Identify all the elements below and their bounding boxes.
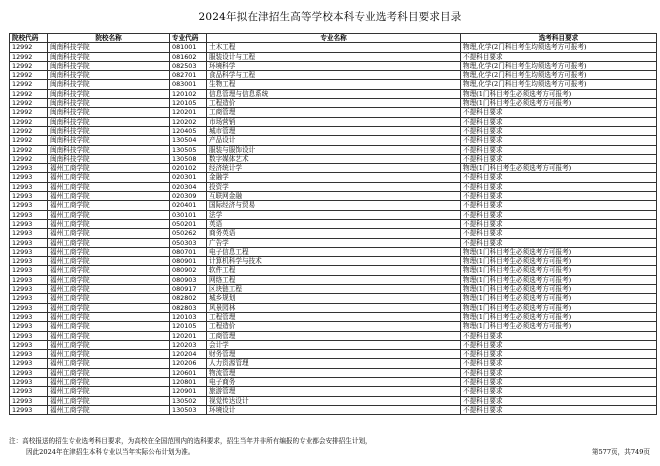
subject-requirement-cell: 不提科目要求 [461,340,657,349]
major-code-cell: 130504 [170,136,207,145]
table-row [10,331,657,340]
major-code-cell: 082503 [170,61,207,70]
table-row [10,312,657,321]
school-code-cell: 12993 [10,405,48,414]
major-name-cell: 土木工程 [207,43,461,52]
major-code-cell: 120204 [170,350,207,359]
major-name-cell: 会计学 [207,340,461,349]
table-row [10,396,657,405]
school-name-cell: 福州工商学院 [48,405,170,414]
subject-requirement-cell: 不提科目要求 [461,350,657,359]
major-code-cell: 120801 [170,377,207,386]
major-name-cell: 视觉传达设计 [207,396,461,405]
subject-requirement-cell: 不提科目要求 [461,405,657,414]
footnote-line-1: 注：高校报送的招生专业选考科目要求，为高校在全国范围内的选科要求，招生当年并非所有编报的专业都会安排招生计划， [9,437,372,445]
major-name-cell: 法学 [207,210,461,219]
school-code-cell: 12993 [10,396,48,405]
major-name-cell: 区块链工程 [207,285,461,294]
subject-requirement-cell: 不提科目要求 [461,377,657,386]
school-code-cell: 12993 [10,182,48,191]
subject-requirement-cell: 不提科目要求 [461,117,657,126]
school-code-cell: 12993 [10,192,48,201]
major-code-cell: 050303 [170,238,207,247]
major-name-cell: 软件工程 [207,266,461,275]
major-code-cell: 120601 [170,368,207,377]
school-name-cell: 闽南科技学院 [48,108,170,117]
major-code-cell: 130508 [170,154,207,163]
school-name-cell: 闽南科技学院 [48,136,170,145]
school-code-cell: 12992 [10,61,48,70]
school-name-cell: 闽南科技学院 [48,89,170,98]
school-code-cell: 12992 [10,71,48,80]
school-code-cell: 12993 [10,350,48,359]
subject-requirement-cell: 物理(1门科目考生必须选考方可报考) [461,247,657,256]
school-code-cell: 12992 [10,136,48,145]
school-name-cell: 福州工商学院 [48,257,170,266]
major-code-cell: 080901 [170,257,207,266]
major-name-cell: 产品设计 [207,136,461,145]
table-row [10,52,657,61]
major-code-cell: 020102 [170,164,207,173]
school-name-cell: 福州工商学院 [48,312,170,321]
major-name-cell: 工程造价 [207,322,461,331]
school-code-cell: 12993 [10,377,48,386]
major-name-cell: 工商管理 [207,108,461,117]
school-name-cell: 闽南科技学院 [48,52,170,61]
table-row [10,201,657,210]
header-major-name: 专业名称 [207,34,461,43]
major-name-cell: 电子商务 [207,377,461,386]
major-name-cell: 工程造价 [207,99,461,108]
school-code-cell: 12992 [10,43,48,52]
school-code-cell: 12993 [10,219,48,228]
subject-requirement-cell: 物理(1门科目考生必须选考方可报考) [461,312,657,321]
major-name-cell: 风景园林 [207,303,461,312]
school-name-cell: 福州工商学院 [48,238,170,247]
major-code-cell: 120105 [170,99,207,108]
school-code-cell: 12993 [10,164,48,173]
school-name-cell: 福州工商学院 [48,359,170,368]
table-row [10,377,657,386]
table-row [10,210,657,219]
school-name-cell: 福州工商学院 [48,164,170,173]
table-row [10,43,657,52]
major-code-cell: 081001 [170,43,207,52]
subject-requirement-cell: 物理(1门科目考生必须选考方可报考) [461,266,657,275]
page-indicator: 第577页，共749页 [591,448,650,456]
header-school-code: 院校代码 [10,34,48,43]
school-code-cell: 12993 [10,322,48,331]
school-name-cell: 福州工商学院 [48,350,170,359]
school-name-cell: 福州工商学院 [48,303,170,312]
school-code-cell: 12993 [10,340,48,349]
subject-requirement-cell: 不提科目要求 [461,192,657,201]
school-code-cell: 12993 [10,238,48,247]
school-name-cell: 福州工商学院 [48,247,170,256]
table-row [10,192,657,201]
header-school-name: 院校名称 [48,34,170,43]
major-code-cell: 020309 [170,192,207,201]
school-code-cell: 12993 [10,201,48,210]
school-code-cell: 12992 [10,108,48,117]
major-code-cell: 020401 [170,201,207,210]
subject-requirement-cell: 不提科目要求 [461,359,657,368]
subject-requirement-cell: 物理(1门科目考生必须选考方可报考) [461,285,657,294]
table-row [10,405,657,414]
school-name-cell: 福州工商学院 [48,294,170,303]
subject-requirement-cell: 不提科目要求 [461,52,657,61]
major-code-cell: 120206 [170,359,207,368]
major-code-cell: 030101 [170,210,207,219]
major-name-cell: 食品科学与工程 [207,71,461,80]
school-name-cell: 福州工商学院 [48,219,170,228]
major-code-cell: 120102 [170,89,207,98]
school-name-cell: 福州工商学院 [48,201,170,210]
school-code-cell: 12993 [10,294,48,303]
subject-requirement-cell: 不提科目要求 [461,387,657,396]
major-name-cell: 国际经济与贸易 [207,201,461,210]
major-code-cell: 083001 [170,80,207,89]
subject-requirement-cell: 物理(1门科目考生必须选考方可报考) [461,164,657,173]
major-code-cell: 120103 [170,312,207,321]
school-code-cell: 12993 [10,359,48,368]
subject-requirement-cell: 不提科目要求 [461,136,657,145]
school-code-cell: 12993 [10,229,48,238]
major-name-cell: 商务英语 [207,229,461,238]
major-name-cell: 旅游管理 [207,387,461,396]
school-code-cell: 12993 [10,173,48,182]
major-code-cell: 020304 [170,182,207,191]
major-code-cell: 120405 [170,126,207,135]
subject-requirement-cell: 物理(1门科目考生必须选考方可报考) [461,257,657,266]
table-row [10,322,657,331]
table-row [10,136,657,145]
subject-requirement-cell: 不提科目要求 [461,126,657,135]
major-name-cell: 城乡规划 [207,294,461,303]
table-row [10,154,657,163]
table-header [10,34,657,43]
subject-requirement-cell: 不提科目要求 [461,182,657,191]
school-name-cell: 福州工商学院 [48,173,170,182]
subject-requirement-cell: 不提科目要求 [461,368,657,377]
major-name-cell: 金融学 [207,173,461,182]
subject-requirement-cell: 不提科目要求 [461,145,657,154]
table-row [10,368,657,377]
school-code-cell: 12993 [10,312,48,321]
major-code-cell: 120203 [170,340,207,349]
major-code-cell: 130502 [170,396,207,405]
school-code-cell: 12993 [10,210,48,219]
major-code-cell: 050201 [170,219,207,228]
major-name-cell: 市场营销 [207,117,461,126]
table-row [10,285,657,294]
table-row [10,247,657,256]
major-name-cell: 生物工程 [207,80,461,89]
subject-requirement-cell: 物理(1门科目考生必须选考方可报考) [461,275,657,284]
major-name-cell: 数字媒体艺术 [207,154,461,163]
school-name-cell: 福州工商学院 [48,331,170,340]
school-code-cell: 12993 [10,368,48,377]
major-code-cell: 120105 [170,322,207,331]
table-row [10,145,657,154]
table-row [10,182,657,191]
school-name-cell: 福州工商学院 [48,340,170,349]
table-row [10,340,657,349]
subject-requirement-cell: 不提科目要求 [461,238,657,247]
school-name-cell: 福州工商学院 [48,387,170,396]
major-name-cell: 英语 [207,219,461,228]
table-row [10,71,657,80]
major-name-cell: 电子信息工程 [207,247,461,256]
document-title: 2024年拟在津招生高等学校本科专业选考科目要求目录 [198,11,462,23]
school-name-cell: 闽南科技学院 [48,43,170,52]
subject-requirement-cell: 物理,化学(2门科目考生均须选考方可报考) [461,61,657,70]
school-code-cell: 12993 [10,266,48,275]
school-name-cell: 闽南科技学院 [48,71,170,80]
subject-requirements-table [9,33,657,415]
subject-requirement-cell: 不提科目要求 [461,154,657,163]
school-name-cell: 福州工商学院 [48,285,170,294]
table-row [10,99,657,108]
major-name-cell: 网络工程 [207,275,461,284]
major-code-cell: 050262 [170,229,207,238]
school-code-cell: 12993 [10,285,48,294]
school-code-cell: 12993 [10,275,48,284]
school-name-cell: 闽南科技学院 [48,99,170,108]
major-name-cell: 经济统计学 [207,164,461,173]
school-name-cell: 福州工商学院 [48,266,170,275]
major-name-cell: 城市管理 [207,126,461,135]
school-code-cell: 12992 [10,99,48,108]
school-name-cell: 闽南科技学院 [48,145,170,154]
subject-requirement-cell: 物理(1门科目考生必须选考方可报考) [461,89,657,98]
table-row [10,387,657,396]
school-code-cell: 12992 [10,52,48,61]
table-row [10,294,657,303]
major-code-cell: 082802 [170,294,207,303]
table-row [10,303,657,312]
table-row [10,229,657,238]
major-code-cell: 120901 [170,387,207,396]
table-row [10,266,657,275]
school-code-cell: 12992 [10,154,48,163]
subject-requirement-cell: 物理,化学(2门科目考生均须选考方可报考) [461,71,657,80]
school-code-cell: 12993 [10,331,48,340]
school-name-cell: 福州工商学院 [48,322,170,331]
school-name-cell: 福州工商学院 [48,210,170,219]
major-code-cell: 130503 [170,405,207,414]
table-row [10,80,657,89]
major-code-cell: 020301 [170,173,207,182]
table-row [10,108,657,117]
subject-requirement-cell: 物理,化学(2门科目考生均须选考方可报考) [461,80,657,89]
major-name-cell: 投资学 [207,182,461,191]
major-code-cell: 120202 [170,117,207,126]
table-row [10,61,657,70]
school-name-cell: 闽南科技学院 [48,80,170,89]
subject-requirement-cell: 不提科目要求 [461,201,657,210]
major-code-cell: 120201 [170,108,207,117]
major-name-cell: 人力资源管理 [207,359,461,368]
major-code-cell: 080917 [170,285,207,294]
major-name-cell: 互联网金融 [207,192,461,201]
school-code-cell: 12993 [10,247,48,256]
major-code-cell: 130505 [170,145,207,154]
school-code-cell: 12992 [10,126,48,135]
table-row [10,164,657,173]
major-code-cell: 080701 [170,247,207,256]
subject-requirement-cell: 不提科目要求 [461,229,657,238]
school-name-cell: 闽南科技学院 [48,61,170,70]
header-subject-requirement: 选考科目要求 [461,34,657,43]
major-code-cell: 081602 [170,52,207,61]
major-name-cell: 服装设计与工程 [207,52,461,61]
school-code-cell: 12993 [10,303,48,312]
school-name-cell: 福州工商学院 [48,229,170,238]
school-code-cell: 12992 [10,89,48,98]
school-code-cell: 12992 [10,117,48,126]
subject-requirement-cell: 不提科目要求 [461,331,657,340]
school-code-cell: 12992 [10,145,48,154]
table-row [10,89,657,98]
table-row [10,117,657,126]
school-name-cell: 福州工商学院 [48,377,170,386]
table-row [10,257,657,266]
school-name-cell: 福州工商学院 [48,368,170,377]
school-code-cell: 12992 [10,80,48,89]
school-name-cell: 闽南科技学院 [48,117,170,126]
subject-requirement-cell: 物理(1门科目考生必须选考方可报考) [461,303,657,312]
major-name-cell: 工商管理 [207,331,461,340]
table-row [10,219,657,228]
major-name-cell: 物流管理 [207,368,461,377]
major-name-cell: 服装与服饰设计 [207,145,461,154]
school-name-cell: 福州工商学院 [48,275,170,284]
major-code-cell: 082701 [170,71,207,80]
school-name-cell: 闽南科技学院 [48,154,170,163]
major-code-cell: 082803 [170,303,207,312]
subject-requirement-cell: 不提科目要求 [461,219,657,228]
subject-requirement-cell: 物理(1门科目考生必须选考方可报考) [461,294,657,303]
major-code-cell: 080902 [170,266,207,275]
major-name-cell: 信息管理与信息系统 [207,89,461,98]
table-row [10,275,657,284]
major-name-cell: 广告学 [207,238,461,247]
major-name-cell: 环境设计 [207,405,461,414]
table-body [10,43,657,415]
footnote-line-2: 因此2024年在津招生本科专业以当年实际公布计划为准。 [26,448,195,456]
school-name-cell: 福州工商学院 [48,396,170,405]
school-code-cell: 12993 [10,257,48,266]
table-row [10,173,657,182]
major-name-cell: 工程管理 [207,312,461,321]
table-row [10,350,657,359]
major-name-cell: 计算机科学与技术 [207,257,461,266]
subject-requirement-cell: 物理(1门科目考生必须选考方可报考) [461,99,657,108]
subject-requirement-cell: 不提科目要求 [461,210,657,219]
subject-requirement-cell: 不提科目要求 [461,173,657,182]
table-row [10,126,657,135]
major-name-cell: 财务管理 [207,350,461,359]
school-name-cell: 闽南科技学院 [48,126,170,135]
header-row [10,34,657,43]
major-code-cell: 080903 [170,275,207,284]
school-code-cell: 12993 [10,387,48,396]
subject-requirement-cell: 不提科目要求 [461,108,657,117]
header-major-code: 专业代码 [170,34,207,43]
school-name-cell: 福州工商学院 [48,182,170,191]
subject-requirement-cell: 不提科目要求 [461,396,657,405]
major-name-cell: 环境科学 [207,61,461,70]
school-name-cell: 福州工商学院 [48,192,170,201]
table-row [10,359,657,368]
major-code-cell: 120201 [170,331,207,340]
table-row [10,238,657,247]
subject-requirement-cell: 物理(1门科目考生必须选考方可报考) [461,322,657,331]
subject-requirement-cell: 物理,化学(2门科目考生均须选考方可报考) [461,43,657,52]
